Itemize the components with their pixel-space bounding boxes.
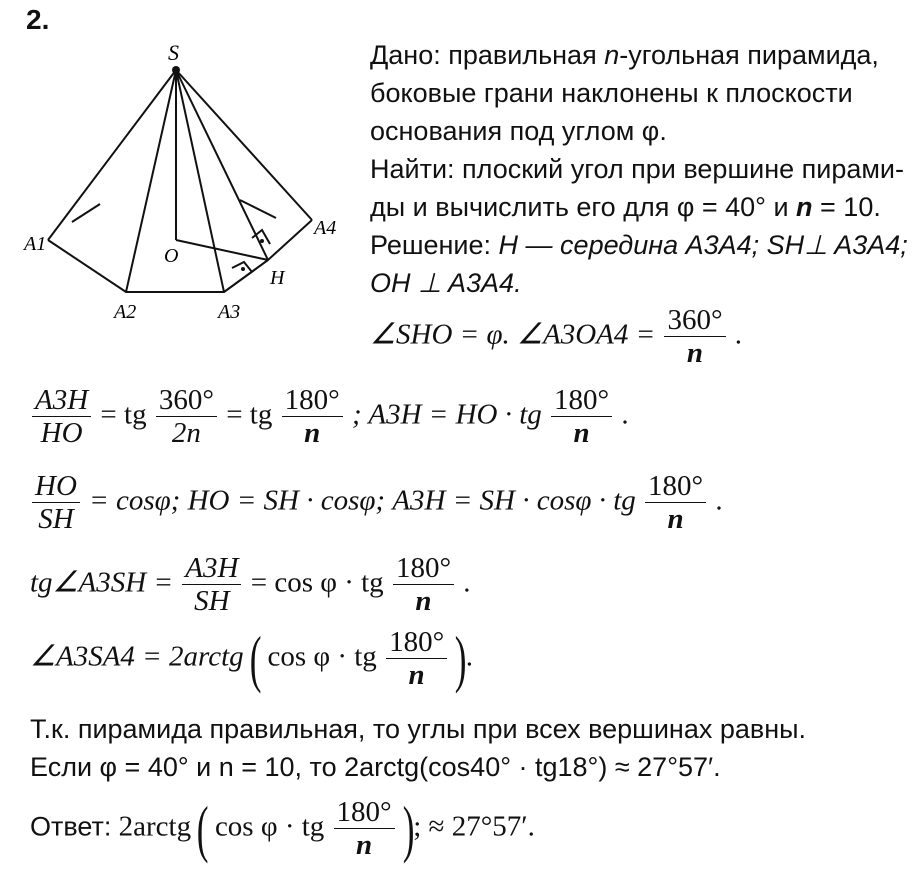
label-a4: A4 bbox=[314, 217, 337, 239]
label-o: O bbox=[164, 245, 179, 267]
conclusion-line-1: Т.к. пирамида правильная, то углы при всех вершинах равны. bbox=[30, 714, 807, 744]
edge-s-a3 bbox=[176, 70, 224, 292]
formula-line-1: $\frac{A3H}{HO}$ = tg $\frac{360^\circ}{2n}$ = tg $\frac{180^\circ}{n}$ ; A3H = HO · tg $\frac{180^\circ}{n}$ . bbox=[30, 384, 629, 450]
given-line-2: боковые грани наклонены к плоскости bbox=[370, 78, 853, 108]
solution-line-1: Решение: H — середина A3A4; SH⊥ A3A4; bbox=[370, 230, 908, 260]
label-a1: A1 bbox=[24, 233, 47, 255]
problem-number: 2. bbox=[26, 4, 50, 35]
given-line-1: Дано: правильная n-угольная пирамида, bbox=[370, 40, 879, 70]
conclusion-line-2: Если φ = 40° и n = 10, то 2arctg(cos40° · tg18°) ≈ 27°57′. bbox=[30, 752, 721, 782]
given-line-3: основания под углом φ. bbox=[370, 116, 667, 146]
label-s: S bbox=[168, 40, 179, 65]
segment-s-h bbox=[176, 70, 268, 260]
label-a3: A3 bbox=[218, 301, 241, 323]
formula-angle-sho: ∠SHO = φ. ∠A3OA4 = $\frac{360^\circ}{n}$ . bbox=[370, 304, 743, 370]
answer-line: Ответ: 2arctg ( cos φ · tg $\frac{180^\circ}{n}$ ); ≈ 27°57′. bbox=[30, 792, 535, 864]
apex-point bbox=[172, 66, 180, 74]
label-h: H bbox=[270, 267, 285, 289]
find-line-1: Найти: плоский угол при вершине пирами- bbox=[370, 154, 904, 184]
formula-line-4: ∠A3SA4 = 2arctg ( cos φ · tg $\frac{180^\circ}{n}$ ). bbox=[30, 622, 473, 694]
formula-line-3: tg∠A3SH = $\frac{A3H}{SH}$ = cos φ · tg $\frac{180^\circ}{n}$ . bbox=[30, 552, 471, 618]
formula-line-2: $\frac{HO}{SH}$ = cosφ; HO = SH · cosφ; A3H = SH · cosφ · tg $\frac{180^\circ}{n}$ . bbox=[30, 470, 723, 536]
segment-o-h bbox=[176, 240, 268, 260]
pyramid-figure bbox=[20, 40, 350, 330]
find-line-2: ды и вычислить его для φ = 40° и n = 10. bbox=[370, 192, 881, 222]
solution-line-2: OH ⊥ A3A4. bbox=[370, 268, 522, 298]
hidden-edge-left bbox=[72, 204, 100, 222]
edge-s-a4 bbox=[176, 70, 312, 220]
label-a2: A2 bbox=[114, 301, 137, 323]
